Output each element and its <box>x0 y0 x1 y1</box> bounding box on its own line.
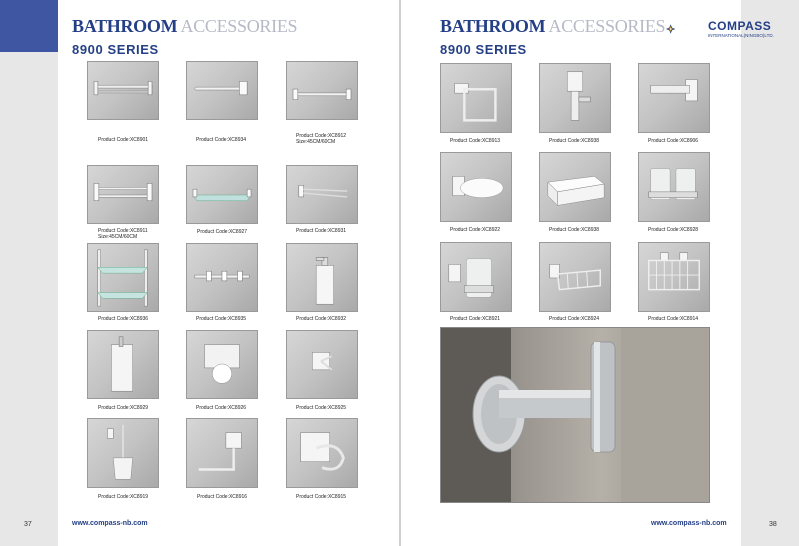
left-margin <box>0 0 58 546</box>
product-caption: Product Code:XC8926 <box>196 405 247 411</box>
left-website-link[interactable]: www.compass-nb.com <box>72 520 148 527</box>
right-page-number: 38 <box>769 521 777 528</box>
product-caption: Product Code:XC8938 <box>549 227 600 233</box>
product-image-soap-dish <box>440 152 512 222</box>
product-image-paper-holder-open <box>638 63 710 133</box>
left-page-title <box>72 16 297 37</box>
product-caption: Product Code:XC8938 <box>549 138 600 144</box>
product-caption: Product Code:XC8906 <box>648 138 699 144</box>
compass-logo-icon <box>664 14 704 44</box>
product-caption: Product Code:XC8932 <box>296 316 347 322</box>
left-blue-tab <box>0 0 58 52</box>
product-caption: Product Code:XC8911 <box>98 228 148 234</box>
left-title-bold: BATHROOM <box>72 16 178 36</box>
logo-subtitle: INTERNATIONAL(NINGBO)LTD. <box>708 33 774 38</box>
product-caption: Product Code:XC8915 <box>296 494 347 500</box>
right-title-bold: BATHROOM <box>440 16 546 36</box>
product-caption: Product Code:XC8914 <box>648 316 699 322</box>
product-image-glass-shelf <box>186 165 258 224</box>
product-image-tumbler-holder <box>440 242 512 312</box>
product-caption: Product Code:XC8927 <box>197 229 248 235</box>
product-image-double-towel-bar <box>87 165 159 224</box>
product-image-double-glass-shelf <box>87 243 159 312</box>
product-caption-size: Size:45CM/60CM <box>98 234 138 240</box>
product-caption: Product Code:XC8901 <box>98 137 149 143</box>
right-page-title <box>440 16 665 37</box>
product-image-soap-basket <box>539 242 611 312</box>
product-image-short-towel-bar <box>186 61 258 120</box>
product-image-toilet-brush-holder <box>87 418 159 488</box>
robe-hook-closeup-icon <box>441 328 710 503</box>
product-image-double-hook <box>286 330 358 399</box>
product-caption: Product Code:XC8924 <box>549 316 600 322</box>
product-image-covered-paper-holder <box>186 330 258 399</box>
product-caption: Product Code:XC8935 <box>196 316 247 322</box>
product-image-towel-ring <box>440 63 512 133</box>
product-caption: Product Code:XC8921 <box>450 316 501 322</box>
product-image-robe-hook <box>286 418 358 488</box>
left-page-number: 37 <box>24 521 32 528</box>
logo-name: COMPASS <box>708 19 772 33</box>
product-caption: Product Code:XC8912 <box>296 133 347 139</box>
product-image-faucet-hook <box>539 63 611 133</box>
product-caption: Product Code:XC8913 <box>450 138 501 144</box>
product-image-wire-basket <box>638 242 710 312</box>
product-image-double-tumbler <box>638 152 710 222</box>
product-caption: Product Code:XC8928 <box>648 227 699 233</box>
product-caption-size: Size:45CM/60CM <box>296 139 336 145</box>
product-image-towel-rack-shelf <box>87 61 159 120</box>
product-caption: Product Code:XC8931 <box>296 228 347 234</box>
product-caption: Product Code:XC8929 <box>98 405 149 411</box>
right-margin <box>741 0 799 546</box>
product-caption: Product Code:XC8925 <box>296 405 347 411</box>
left-series-heading: 8900 SERIES <box>72 42 159 57</box>
right-title-light: ACCESSORIES <box>548 16 666 36</box>
product-image-single-towel-bar <box>286 61 358 120</box>
product-image-hook-rail <box>186 243 258 312</box>
left-title-light: ACCESSORIES <box>180 16 298 36</box>
product-image-tissue-box <box>539 152 611 222</box>
product-image-toilet-brush-box <box>87 330 159 399</box>
product-caption: Product Code:XC8934 <box>196 137 247 143</box>
robe-hook-closeup-image <box>440 327 710 503</box>
right-website-link[interactable]: www.compass-nb.com <box>651 520 727 527</box>
product-caption: Product Code:XC8919 <box>98 494 149 500</box>
product-caption: Product Code:XC8922 <box>450 227 501 233</box>
product-caption: Product Code:XC8936 <box>98 316 149 322</box>
product-image-paper-holder <box>186 418 258 488</box>
product-image-swivel-towel-arms <box>286 165 358 224</box>
product-caption: Product Code:XC8916 <box>197 494 248 500</box>
right-series-heading: 8900 SERIES <box>440 42 527 57</box>
product-image-soap-dispenser <box>286 243 358 312</box>
